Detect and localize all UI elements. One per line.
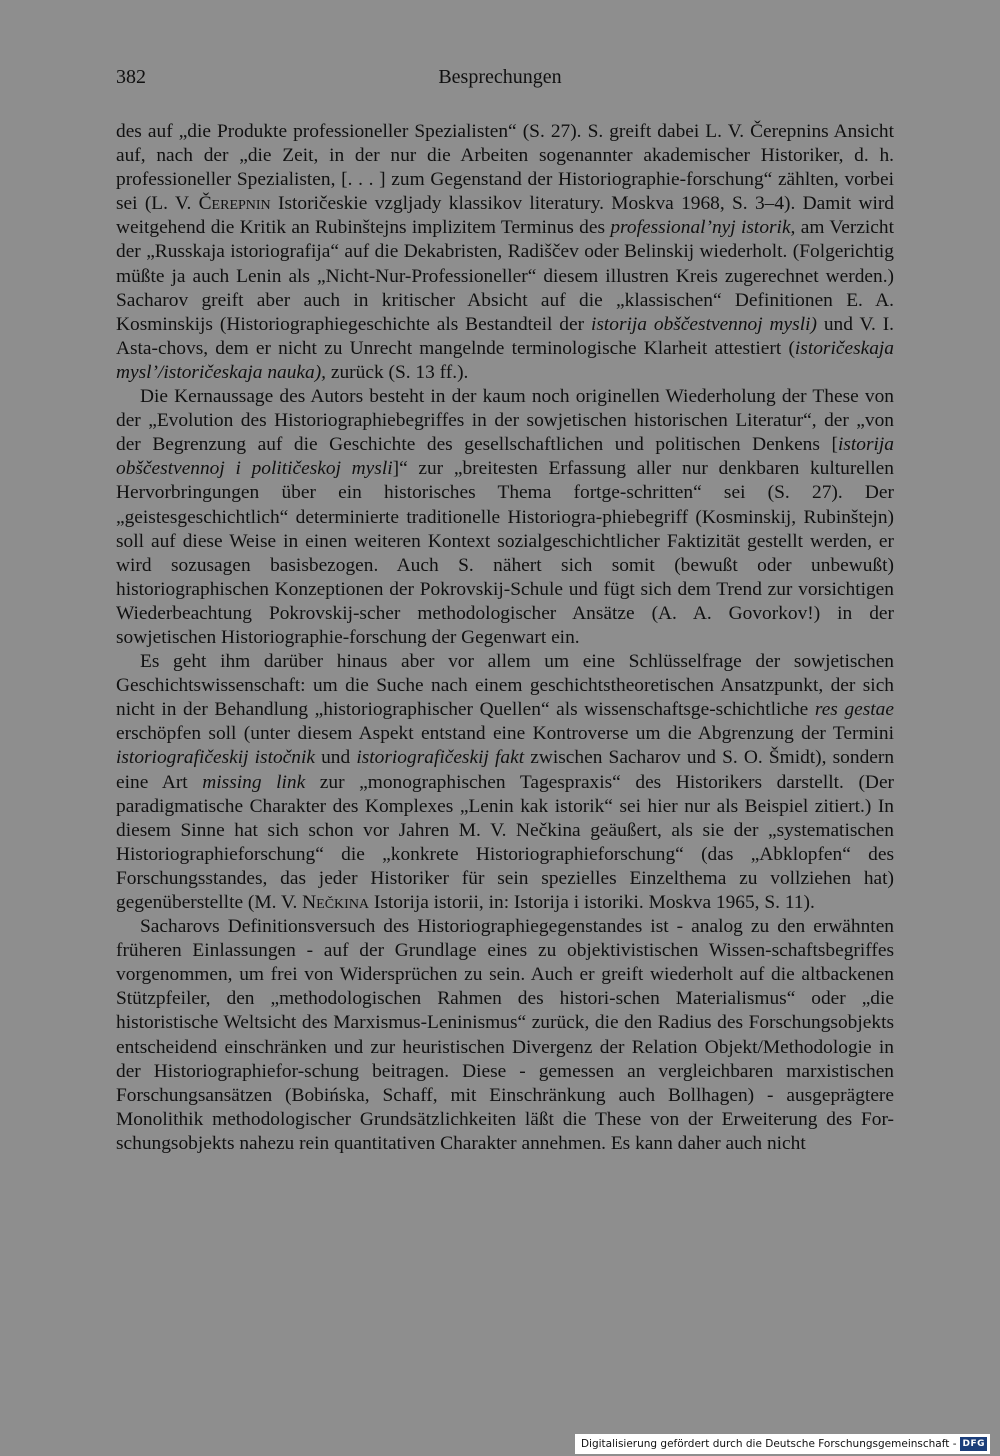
text-run: Istoričeskie vzgljady klassikov literatury. Moskva 1968, S. 3–4). Damit wird weitgehend die Kritik an Rubinštejns implizitem Terminus des bbox=[116, 193, 894, 239]
text-run: Istorija istorii, in: Istorija i istoriki. Moskva 1965, S. 11). bbox=[369, 892, 815, 913]
author-name: Nečkina bbox=[302, 892, 370, 913]
italic-term: res gestae bbox=[814, 699, 894, 721]
paragraph bbox=[116, 650, 894, 915]
italic-term: istorija obščestvennoj i političeskoj mysli bbox=[116, 434, 894, 480]
credit-text: Digitalisierung gefördert durch die Deutsche Forschungsgemeinschaft - bbox=[580, 1438, 957, 1450]
page-number: 382 bbox=[116, 66, 146, 88]
text-run: zur „monographischen Tagespraxis“ des Historikers darstellt. (Der paradigmatische Charakter des Komplexes „Lenin kak istorik“ sei hier nur als Beispiel zitiert.) In diesem Sinne hat sich schon vor Jahren M. V. Nečkina geäußert, als sie der „systematischen Historiographieforschung“ die „konkrete Historiographieforschung“ (das „Abklopfen“ des Forschungsstandes, das jeder Historiker für sein spezielles Einzelthema zu vollziehen hat) gegenüberstellte (M. V. bbox=[116, 771, 895, 913]
text-run: und bbox=[314, 747, 357, 769]
text-run: Sacharovs Definitionsversuch des Historiographiegegenstandes ist - analog zu den erwähnten früheren Einlassungen - auf der Grundlage eines zu objektivistischen Wissen-schaftsbegriffes vorgenommen, um frei von Widersprüchen zu sein. Auch er greift wiederholt auf die altbackenen Stützpfeiler, den „methodologischen Rahmen des histori-schen Materialismus“ oder „die historistische Weltsicht des Marxismus-Leninismus“ zurück, die den Radius des Forschungsobjekts entscheidend einschränken und zur heuristischen Divergenz der Relation Objekt/Methodologie in der Historiographiefor-schung beitragen. Diese - gemessen an vergleichbaren marxistischen Forschungsansätzen (Bobińska, Schaff, mit Einschränkung auch Bollhagen) - ausgeprägtere Monolithik methodologischer Grundsätzlichkeiten läßt die These von der Erweiterung des For-schungsobjekts nahezu rein quantitativen Charakter annehmen. Es kann daher auch nicht bbox=[116, 916, 894, 1154]
italic-term: istoriografičeskij fakt bbox=[356, 747, 525, 769]
text-run: Es geht ihm darüber hinaus aber vor allem um eine Schlüsselfrage der sowjetischen Geschichtswissenschaft: um die Suche nach einem geschichtstheoretischen Ansatzpunkt, der sich nicht in der Behandlung „historiographischer Quellen“ als wissenschaftsge-schichtliche bbox=[116, 651, 894, 721]
dfg-logo-icon: DFG bbox=[962, 1439, 985, 1449]
italic-term: missing link bbox=[202, 771, 306, 793]
text-run: zwischen Sacharov und S. O. Šmidt), sondern eine Art bbox=[116, 747, 895, 793]
running-head: Besprechungen bbox=[438, 66, 562, 88]
italic-term: istoriografičeskij istočnik bbox=[116, 747, 315, 769]
text-run: und V. I. Asta-chovs, dem er nicht zu Unrecht mangelnde terminologische Klarheit attestiert ( bbox=[116, 313, 894, 359]
italic-term: professional’nyj istorik, bbox=[610, 217, 796, 239]
body-text bbox=[116, 120, 894, 1156]
paragraph bbox=[116, 915, 894, 1156]
digitization-credit bbox=[575, 1434, 990, 1454]
text-run: Die Kernaussage des Autors besteht in der kaum noch originellen Wiederholung der These von der „Evolution des Historiographiebegriffes in der sowjetischen historischen Literatur“, der „von der Begrenzung auf die Geschichte des gesellschaftlichen und politischen Denkens [ bbox=[116, 386, 894, 456]
paragraph bbox=[116, 385, 894, 650]
italic-term: istorija obščestvennoj mysli) bbox=[590, 313, 817, 335]
author-name: Čerepnin bbox=[198, 193, 271, 215]
text-run: des auf „die Produkte professioneller Spezialisten“ (S. 27). S. greift dabei L. V. Čerepnins Ansicht auf, nach der „die Zeit, in der nur die Arbeiten sogenannter akademischer Historiker, d. h. professioneller Spezialisten, [. . . ] zum Gegenstand der Historiographie-forschung“ zählten, vorbei sei (L. V. bbox=[116, 121, 894, 215]
text-run: ]“ zur „breitesten Erfassung aller nur denkbaren kulturellen Hervorbringungen über ein historisches Thema fortge-schritten“ sei (S. 27). Der „geistesgeschichtlich“ determinierte traditionelle Historiogra-phiebegriff (Kosminskij, Rubinštejn) soll auf diese Weise in einen weiteren Kontext sozialgeschichtlicher Faktizität gestellt werden, er wird sozusagen basisbezogen. Auch S. nähert sich somit (bewußt oder unbewußt) historiographischen Konzeptionen der Pokrovskij-Schule und fügt sich dem Trend zur vorsichtigen Wiederbeachtung Pokrovskij-scher methodologischer Ansätze (A. A. Govorkov!) in der sowjetischen Historiographie-forschung der Gegenwart ein. bbox=[116, 458, 894, 648]
text-run: erschöpfen soll (unter diesem Aspekt entstand eine Kontroverse um die Abgrenzung der Termini bbox=[116, 723, 894, 745]
italic-term: istoričeskaja mysl’/istoričeskaja nauka), bbox=[116, 337, 894, 383]
text-run: zurück (S. 13 ff.). bbox=[326, 361, 469, 383]
text-run: am Verzicht der „Russkaja istoriografija“ auf die Dekabristen, Radiščev oder Belinskij wiederholt. (Folgerichtig müßte ja auch Lenin als „Nicht-Nur-Professioneller“ diesem illustren Kreis zugerechnet werden.) Sacharov greift aber auch in kritischer Absicht auf die „klassischen“ Definitionen E. A. Kosminskijs (Historiographiegeschichte als Bestandteil der bbox=[116, 217, 895, 335]
paragraph bbox=[116, 120, 894, 385]
